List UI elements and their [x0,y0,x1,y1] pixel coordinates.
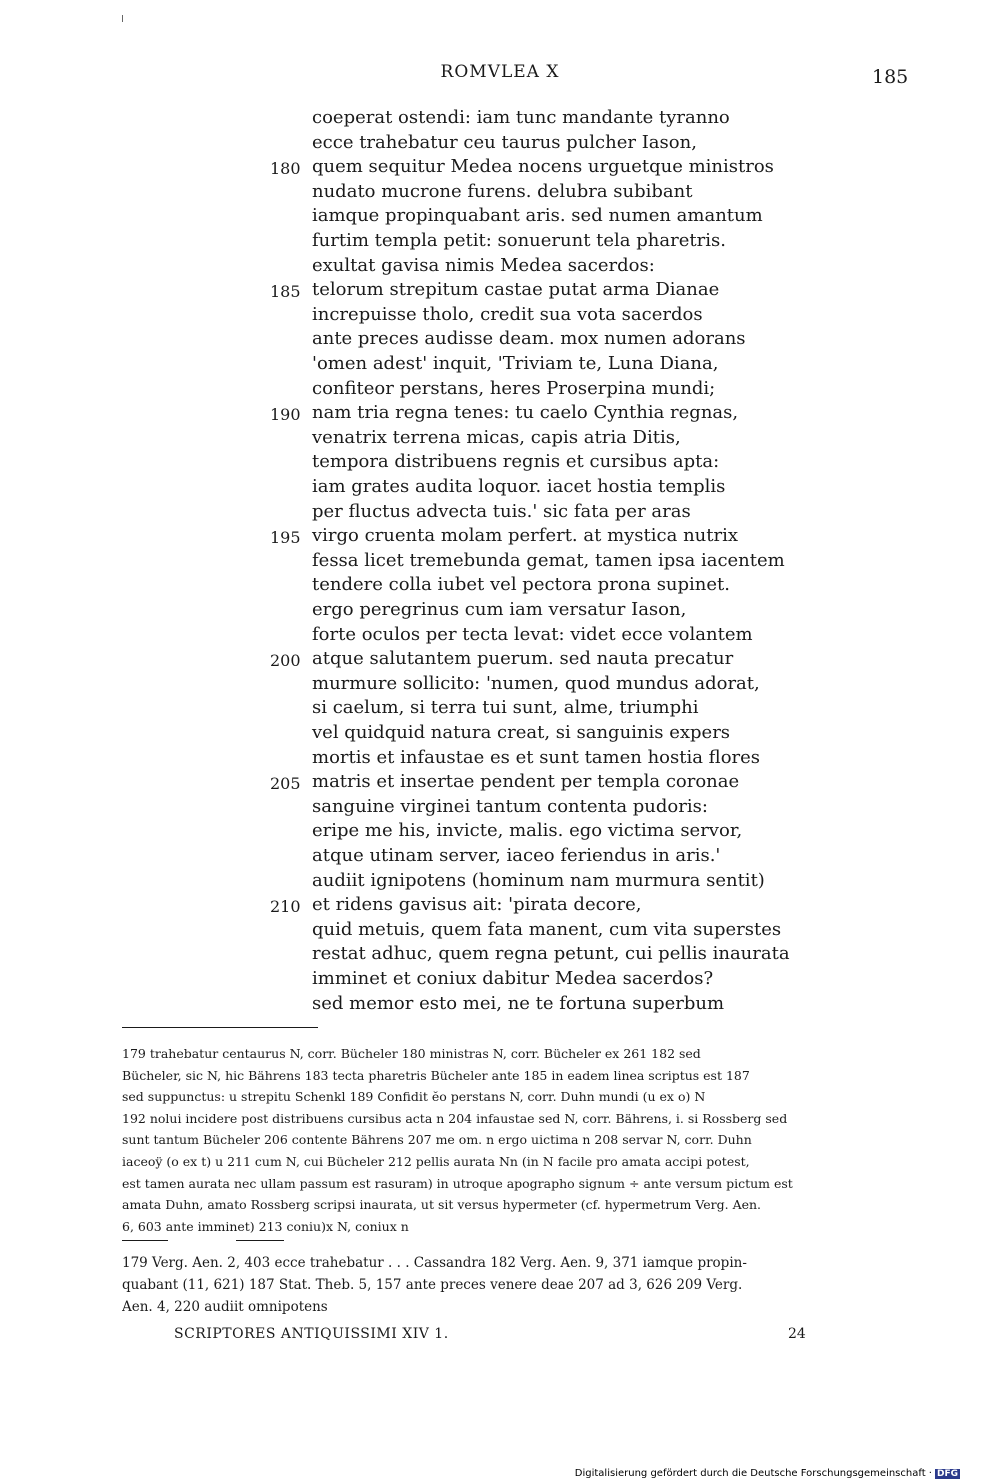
verse-line: confiteor perstans, heres Proserpina mundi; [312,377,716,399]
line-number: 210 [270,897,301,917]
verse-line: nudato mucrone furens. delubra subibant [312,180,693,202]
sources-rule-left [122,1240,168,1241]
series-title: SCRIPTORES ANTIQUISSIMI XIV 1. [174,1326,449,1342]
verse-line: atque utinam server, iaceo feriendus in aris.' [312,845,721,866]
apparatus-line: 192 nolui incidere post distribuens cursibus acta n 204 infaustae sed N, corr. Bährens, i. si Rossberg sed [122,1110,788,1126]
verse-line: 'omen adest' inquit, 'Triviam te, Luna Diana, [312,353,719,374]
verse-line: vel quidquid natura creat, si sanguinis expers [312,722,731,743]
verse-line: iam grates audita loquor. iacet hostia templis [312,476,726,497]
line-number: 195 [270,528,301,548]
running-head: ROMVLEA X [440,62,560,82]
critical-apparatus [122,1043,904,1237]
verse-line: imminet et coniux dabitur Medea sacerdos? [312,968,714,989]
line-number: 200 [270,651,301,671]
signature-mark: 24 [788,1326,806,1342]
verse-line: virgo cruenta molam perfert. at mystica nutrix [312,525,738,547]
digitalization-text: Digitalisierung gefördert durch die Deutsche Forschungsgemeinschaft · [574,1468,932,1479]
verse-line: nam tria regna tenes: tu caelo Cynthia regnas, [312,402,739,424]
verse-line: furtim templa petit: sonuerunt tela pharetris. [312,230,726,251]
verse-line: quid metuis, quem fata manent, cum vita superstes [312,918,782,940]
apparatus-rule [122,1027,318,1028]
verse-line: eripe me his, invicte, malis. ego victima servor, [312,820,743,842]
apparatus-line: Bücheler, sic N, hic Bährens 183 tecta pharetris Bücheler ante 185 in eadem linea scriptus est 187 [122,1067,750,1083]
dfg-logo: DFG [936,1469,958,1479]
verse-line: audiit ignipotens (hominum nam murmura sentit) [312,869,765,891]
verse-line: ecce trahebatur ceu taurus pulcher Iason, [312,131,697,153]
verse-line: tendere colla iubet vel pectora prona supinet. [312,574,730,596]
verse-line: et ridens gavisus ait: 'pirata decore, [312,894,642,916]
apparatus-line: 6, 603 ante imminet) 213 coniu)x N, coniux n [122,1218,409,1234]
verse-line: coeperat ostendi: iam tunc mandante tyranno [312,107,730,128]
line-number: 190 [270,405,301,425]
apparatus-line: sunt tantum Bücheler 206 contente Bährens 207 me om. n ergo uictima n 208 servar N, corr. Duhn [122,1132,752,1148]
verse-line: murmure sollicito: 'numen, quod mundus adorat, [312,672,760,694]
sources-rule-right [236,1240,284,1241]
verse-line: quem sequitur Medea nocens urguetque ministros [312,156,774,178]
source-line: quabant (11, 621) 187 Stat. Theb. 5, 157 ante preces venere deae 207 ad 3, 626 209 Verg. [122,1277,743,1293]
apparatus-line: amata Duhn, amato Rossberg scripsi inaurata, ut sit versus hypermeter (cf. hypermetrum Verg. Aen. [122,1197,762,1213]
digitalization-notice [575,1468,960,1479]
line-number: 185 [270,282,301,302]
verse-line: fessa licet tremebunda gemat, tamen ipsa iacentem [312,549,785,571]
apparatus-line: 179 trahebatur centaurus N, corr. Bücheler 180 ministras N, corr. Bücheler ex 261 182 sed [122,1046,701,1061]
verse-line: matris et insertae pendent per templa coronae [312,771,740,793]
verse-line: forte oculos per tecta levat: videt ecce volantem [312,623,753,645]
verse-line: telorum strepitum castae putat arma Dianae [312,279,720,301]
source-line: 179 Verg. Aen. 2, 403 ecce trahebatur . . . Cassandra 182 Verg. Aen. 9, 371 iamque propin- [122,1255,747,1271]
verse-line: mortis et infaustae es et sunt tamen hostia flores [312,746,761,768]
verse-line: increpuisse tholo, credit sua vota sacerdos [312,303,703,325]
verse-line: venatrix terrena micas, capis atria Ditis, [312,426,681,448]
line-number: 205 [270,774,301,794]
verse-line: atque salutantem puerum. sed nauta precatur [312,648,734,670]
verse-line: tempora distribuens regnis et cursibus apta: [312,451,720,473]
verse-line: restat adhuc, quem regna petunt, cui pellis inaurata [312,943,790,965]
source-line: Aen. 4, 220 audiit omnipotens [122,1299,328,1315]
verse-line: per fluctus advecta tuis.' sic fata per aras [312,500,691,522]
corner-mark [122,15,123,22]
verse-line: exultat gavisa nimis Medea sacerdos: [312,254,655,276]
line-number: 180 [270,159,301,179]
verse-line: ergo peregrinus cum iam versatur Iason, [312,599,687,620]
apparatus-line: est tamen aurata nec ullam passum est rasuram) in utroque apographo signum ÷ ante versum pictum est [122,1175,793,1191]
verse-line: sanguine virginei tantum contenta pudoris: [312,795,708,817]
apparatus-line: iaceoÿ (o ex t) u 211 cum N, cui Bücheler 212 pellis aurata Nn (in N facile pro amata accipi potest, [122,1153,750,1169]
verse-line: si caelum, si terra tui sunt, alme, triumphi [312,697,699,719]
verse-line: iamque propinquabant aris. sed numen amantum [312,205,763,227]
page-number: 185 [872,66,909,88]
source-references [122,1252,904,1318]
verse-line: ante preces audisse deam. mox numen adorans [312,328,746,350]
verse-line: sed memor esto mei, ne te fortuna superbum [312,992,725,1014]
apparatus-line: sed suppunctus: u strepitu Schenkl 189 Confidit ĕo perstans N, corr. Duhn mundi (u ex o) N [122,1089,706,1105]
